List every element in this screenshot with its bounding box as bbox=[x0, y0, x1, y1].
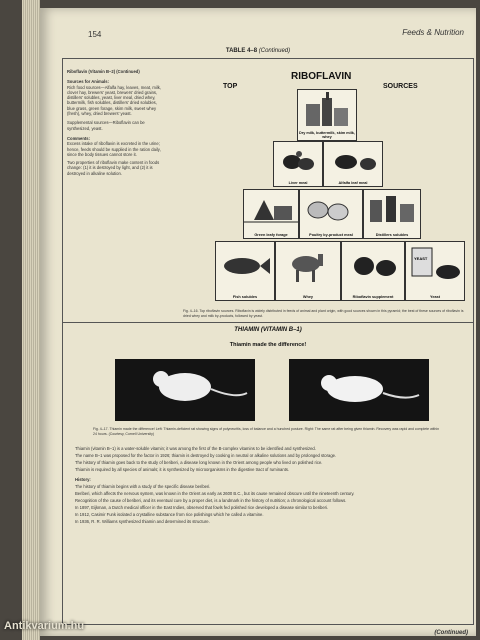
horse-icon bbox=[276, 242, 340, 288]
pyramid-cell-forage bbox=[243, 189, 299, 239]
pyramid-caption: Green leafy forage bbox=[254, 233, 288, 237]
milk-plant-icon bbox=[298, 90, 356, 130]
pyramid-caption: Fish solubles bbox=[232, 295, 258, 299]
body-paragraph: In 1912, Casimir Funk isolated a crystalline substance from rice polishings which he called a vitamine. bbox=[75, 512, 264, 517]
table-title: TABLE 4–8 (Continued) bbox=[225, 48, 291, 54]
body-paragraph: The history of thiamin begins with a study of the specific disease beriberi. bbox=[75, 484, 211, 489]
body-paragraph: Beriberi, which affects the nervous system, was known in the Orient as early as 2600 B.C., but its cause remained obscure until the nineteenth century. bbox=[75, 491, 355, 496]
pyramid-caption: Dry milk, buttermilk, skim milk, whey bbox=[299, 131, 355, 139]
body-paragraph: Recognition of the cause of beriberi, and its eventual cure by a proper diet, is a landmark in the history of nutrition; a chronological account follows. bbox=[75, 498, 347, 503]
sources-heading: Sources for Animals: bbox=[67, 79, 109, 85]
yeast-bag-label: YEAST bbox=[414, 256, 428, 261]
pyramid-caption: Yeast bbox=[430, 295, 440, 299]
watermark: Antikvarium.hu bbox=[4, 620, 85, 632]
pig-icon bbox=[324, 142, 382, 176]
rooster-icon bbox=[342, 242, 404, 288]
riboflavin-text-column bbox=[67, 69, 163, 176]
rat-icon bbox=[115, 359, 255, 421]
body-paragraph: In 1897, Eijkman, a Dutch medical officer in the East Indies, observed that fowls fed polished rice developed a disease similar to beriberi. bbox=[75, 505, 329, 510]
figure-caption-riboflavin: Fig. 4–16. Top riboflavin sources. Riboflavin is widely distributed in feeds of animal and plant origin, with good sources shown in this pyramid; the best of these sources of riboflavin is dried whey and milk by-products, followed by yeast. bbox=[183, 309, 464, 318]
page-edges bbox=[22, 0, 40, 640]
sources-label: SOURCES bbox=[383, 83, 418, 90]
pyramid-caption: Whey bbox=[302, 295, 314, 299]
top-label: TOP bbox=[223, 83, 238, 90]
pyramid-cell-poultry bbox=[299, 189, 363, 239]
pyramid-caption: Riboflavin supplement bbox=[352, 295, 394, 299]
comments-heading: Comments: bbox=[67, 135, 91, 141]
riboflavin-pyramid bbox=[183, 67, 465, 307]
barn-icon bbox=[244, 190, 298, 228]
riboflavin-heading: Riboflavin (Vitamin B–2) (Continued) bbox=[67, 69, 140, 74]
pyramid-cell-whey bbox=[275, 241, 341, 301]
rich-sources: Rich food sources—Alfalfa hay, leaves, meat, milk, clover hay, brewers' yeast, brewers' dried grains, distillers' solubles, yeast, liver meal, dried whey, buttermilk, fish solubles, distillers' dried solubles, blue grass, green forage, skim milk, sweet whey (fresh), whey, dried brewers' yeast. bbox=[67, 84, 161, 117]
body-paragraph: In 1936, R. R. Williams synthesized thiamin and determined its structure. bbox=[75, 519, 210, 524]
pyramid-cell-yeast bbox=[405, 241, 465, 301]
table-box bbox=[62, 58, 474, 625]
supplemental-sources: Supplemental sources—Riboflavin can be synthesized, yeast. bbox=[67, 120, 145, 131]
pyramid-cell-supplement bbox=[341, 241, 405, 301]
fish-icon bbox=[216, 242, 274, 288]
photo-recovered-rat bbox=[289, 359, 429, 421]
body-paragraph: The name B–1 was proposed for the factor in 1926; thiamin is destroyed by cooking in neutral or alkaline solutions and by prolonged storage. bbox=[75, 453, 337, 458]
photo-deficient-rat bbox=[115, 359, 255, 421]
pyramid-title: RIBOFLAVIN bbox=[291, 71, 352, 82]
pyramid-cell-milk bbox=[297, 89, 357, 141]
pyramid-caption: Liver meal bbox=[288, 181, 308, 185]
thiamin-body-text bbox=[75, 446, 465, 526]
pyramid-caption: Alfalfa leaf meal bbox=[338, 181, 368, 185]
body-paragraph: The history of thiamin goes back to the study of beriberi, a disease long known in the Orient among people who lived on polished rice. bbox=[75, 460, 323, 465]
running-header: Feeds & Nutrition bbox=[402, 28, 464, 37]
page-number: 154 bbox=[88, 30, 102, 39]
figure-caption-thiamin: Fig. 4–17. Thiamin made the difference! Left: Thiamin-deficient rat showing signs of polyneuritis, loss of balance and a hunched posture. Right: The same rat after being given thiamin. Recovery was rapid and complete within 24 hours. (Courtesy, Cornell University) bbox=[93, 427, 440, 436]
pyramid-caption: Poultry by-product meal bbox=[309, 233, 353, 237]
pyramid-cell-distillers bbox=[363, 189, 421, 239]
body-paragraph: Thiamin is required by all species of animals; it is synthesized by microorganisms in the digestive tract of ruminants. bbox=[75, 467, 290, 472]
rat-icon bbox=[289, 359, 429, 421]
thiamin-subtitle: Thiamin made the difference! bbox=[229, 342, 307, 348]
distillery-icon bbox=[364, 190, 420, 228]
pyramid-cell-fish bbox=[215, 241, 275, 301]
book-page bbox=[40, 8, 476, 636]
pyramid-cell-alfalfa bbox=[323, 141, 383, 187]
comments-2: Two properties of riboflavin make content in foods change: (1) it is destroyed by light, and (2) it is destroyed in alkaline solution. bbox=[67, 160, 160, 176]
body-paragraph: Thiamin (vitamin B–1) is a water-soluble vitamin; it was among the first of the B-complex vitamins to be identified and synthesized. bbox=[75, 446, 316, 451]
section-divider bbox=[63, 322, 473, 323]
history-heading: History: bbox=[75, 477, 91, 482]
pyramid-caption: Distillers solubles bbox=[375, 233, 409, 237]
pyramid-cell-liver bbox=[273, 141, 323, 187]
comments-1: Excess intake of riboflavin is excreted in the urine; hence, feeds should be supplied in the ration daily, since the body tissues cannot store it. bbox=[67, 141, 161, 157]
chicken-icon bbox=[274, 142, 322, 176]
continued-label: (Continued) bbox=[434, 630, 468, 636]
yeast-bag-icon bbox=[406, 242, 464, 288]
thiamin-title: THIAMIN (VITAMIN B–1) bbox=[234, 327, 302, 333]
hens-icon bbox=[300, 190, 362, 228]
